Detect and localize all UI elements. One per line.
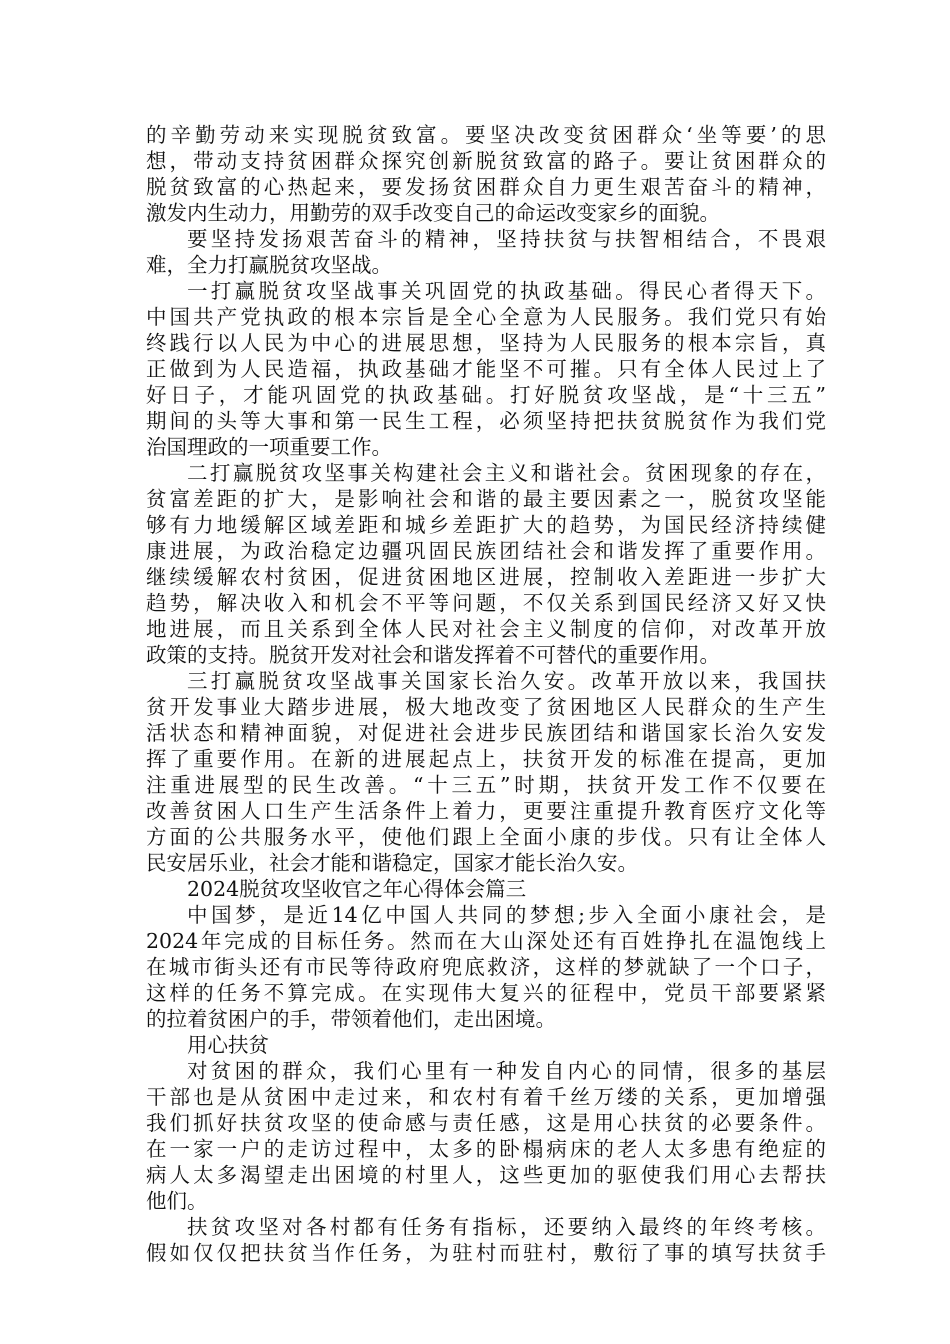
text-line: 用心扶贫 xyxy=(187,1033,269,1057)
text-line: 继续缓解农村贫困，促进贫困地区进展，控制收入差距进一步扩大 xyxy=(146,565,826,589)
text-line: 民安居乐业，社会才能和谐稳定，国家才能长治久安。 xyxy=(146,851,638,875)
text-line: 政策的支持。脱贫开发对社会和谐发挥着不可替代的重要作用。 xyxy=(146,643,720,667)
text-line: 的辛勤劳动来实现脱贫致富。要坚决改变贫困群众‘坐等要’的思 xyxy=(146,123,826,147)
document-body xyxy=(146,122,826,1266)
text-line: 一打赢脱贫攻坚战事关巩固党的执政基础。得民心者得天下。 xyxy=(187,279,826,303)
text-line: 想，带动支持贫困群众探究创新脱贫致富的路子。要让贫困群众的 xyxy=(146,149,826,173)
text-line: 这样的任务不算完成。在实现伟大复兴的征程中，党员干部要紧紧 xyxy=(146,981,826,1005)
text-line: 期间的头等大事和第一民生工程，必须坚持把扶贫脱贫作为我们党 xyxy=(146,409,826,433)
text-line: 脱贫致富的心热起来，要发扬贫困群众自力更生艰苦奋斗的精神， xyxy=(146,175,826,199)
text-line: 假如仅仅把扶贫当作任务，为驻村而驻村，敷衍了事的填写扶贫手 xyxy=(146,1241,826,1265)
text-line: 要坚持发扬艰苦奋斗的精神，坚持扶贫与扶智相结合，不畏艰 xyxy=(187,227,826,251)
text-line: 改善贫困人口生产生活条件上着力，更要注重提升教育医疗文化等 xyxy=(146,799,826,823)
text-line: 康进展，为政治稳定边疆巩固民族团结社会和谐发挥了重要作用。 xyxy=(146,539,826,563)
text-line: 2024年完成的目标任务。然而在大山深处还有百姓挣扎在温饱线上 xyxy=(146,929,826,953)
text-line: 我们抓好扶贫攻坚的使命感与责任感，这是用心扶贫的必要条件。 xyxy=(146,1111,826,1135)
text-line: 贫富差距的扩大，是影响社会和谐的最主要因素之一，脱贫攻坚能 xyxy=(146,487,826,511)
text-line: 活状态和精神面貌，对促进社会进步民族团结和谐国家长治久安发 xyxy=(146,721,826,745)
text-line: 中国梦，是近14亿中国人共同的梦想;步入全面小康社会，是 xyxy=(187,903,826,927)
text-line: 地进展，而且关系到全体人民对社会主义制度的信仰，对改革开放 xyxy=(146,617,826,641)
text-line: 够有力地缓解区域差距和城乡差距扩大的趋势，为国民经济持续健 xyxy=(146,513,826,537)
text-line: 激发内生动力，用勤劳的双手改变自己的命运改变家乡的面貌。 xyxy=(146,201,720,225)
text-line: 正做到为人民造福，执政基础才能坚不可摧。只有全体人民过上了 xyxy=(146,357,826,381)
text-line: 干部也是从贫困中走过来，和农村有着千丝万缕的关系，更加增强 xyxy=(146,1085,826,1109)
text-line: 病人太多渴望走出困境的村里人，这些更加的驱使我们用心去帮扶 xyxy=(146,1163,826,1187)
text-line: 注重进展型的民生改善。“十三五”时期，扶贫开发工作不仅要在 xyxy=(146,773,826,797)
text-line: 中国共产党执政的根本宗旨是全心全意为人民服务。我们党只有始 xyxy=(146,305,826,329)
text-line: 的拉着贫困户的手，带领着他们，走出困境。 xyxy=(146,1007,556,1031)
text-line: 2024脱贫攻坚收官之年心得体会篇三 xyxy=(187,877,527,901)
text-line: 在城市街头还有市民等待政府兜底救济，这样的梦就缺了一个口子， xyxy=(146,955,826,979)
text-line: 三打赢脱贫攻坚战事关国家长治久安。改革开放以来，我国扶 xyxy=(187,669,826,693)
text-line: 在一家一户的走访过程中，太多的卧榻病床的老人太多患有绝症的 xyxy=(146,1137,826,1161)
text-line: 方面的公共服务水平，使他们跟上全面小康的步伐。只有让全体人 xyxy=(146,825,826,849)
text-line: 二打赢脱贫攻坚事关构建社会主义和谐社会。贫困现象的存在， xyxy=(187,461,826,485)
text-line: 对贫困的群众，我们心里有一种发自内心的同情，很多的基层 xyxy=(187,1059,826,1083)
text-line: 贫开发事业大踏步进展，极大地改变了贫困地区人民群众的生产生 xyxy=(146,695,826,719)
text-line: 好日子，才能巩固党的执政基础。打好脱贫攻坚战，是“十三五” xyxy=(146,383,826,407)
text-line: 他们。 xyxy=(146,1189,208,1213)
text-line: 难，全力打赢脱贫攻坚战。 xyxy=(146,253,392,277)
text-line: 终践行以人民为中心的进展思想，坚持为人民服务的根本宗旨，真 xyxy=(146,331,826,355)
text-line: 挥了重要作用。在新的进展起点上，扶贫开发的标准在提高，更加 xyxy=(146,747,826,771)
text-line: 趋势，解决收入和机会不平等问题，不仅关系到国民经济又好又快 xyxy=(146,591,826,615)
text-line: 治国理政的一项重要工作。 xyxy=(146,435,392,459)
text-line: 扶贫攻坚对各村都有任务有指标，还要纳入最终的年终考核。 xyxy=(187,1215,826,1239)
